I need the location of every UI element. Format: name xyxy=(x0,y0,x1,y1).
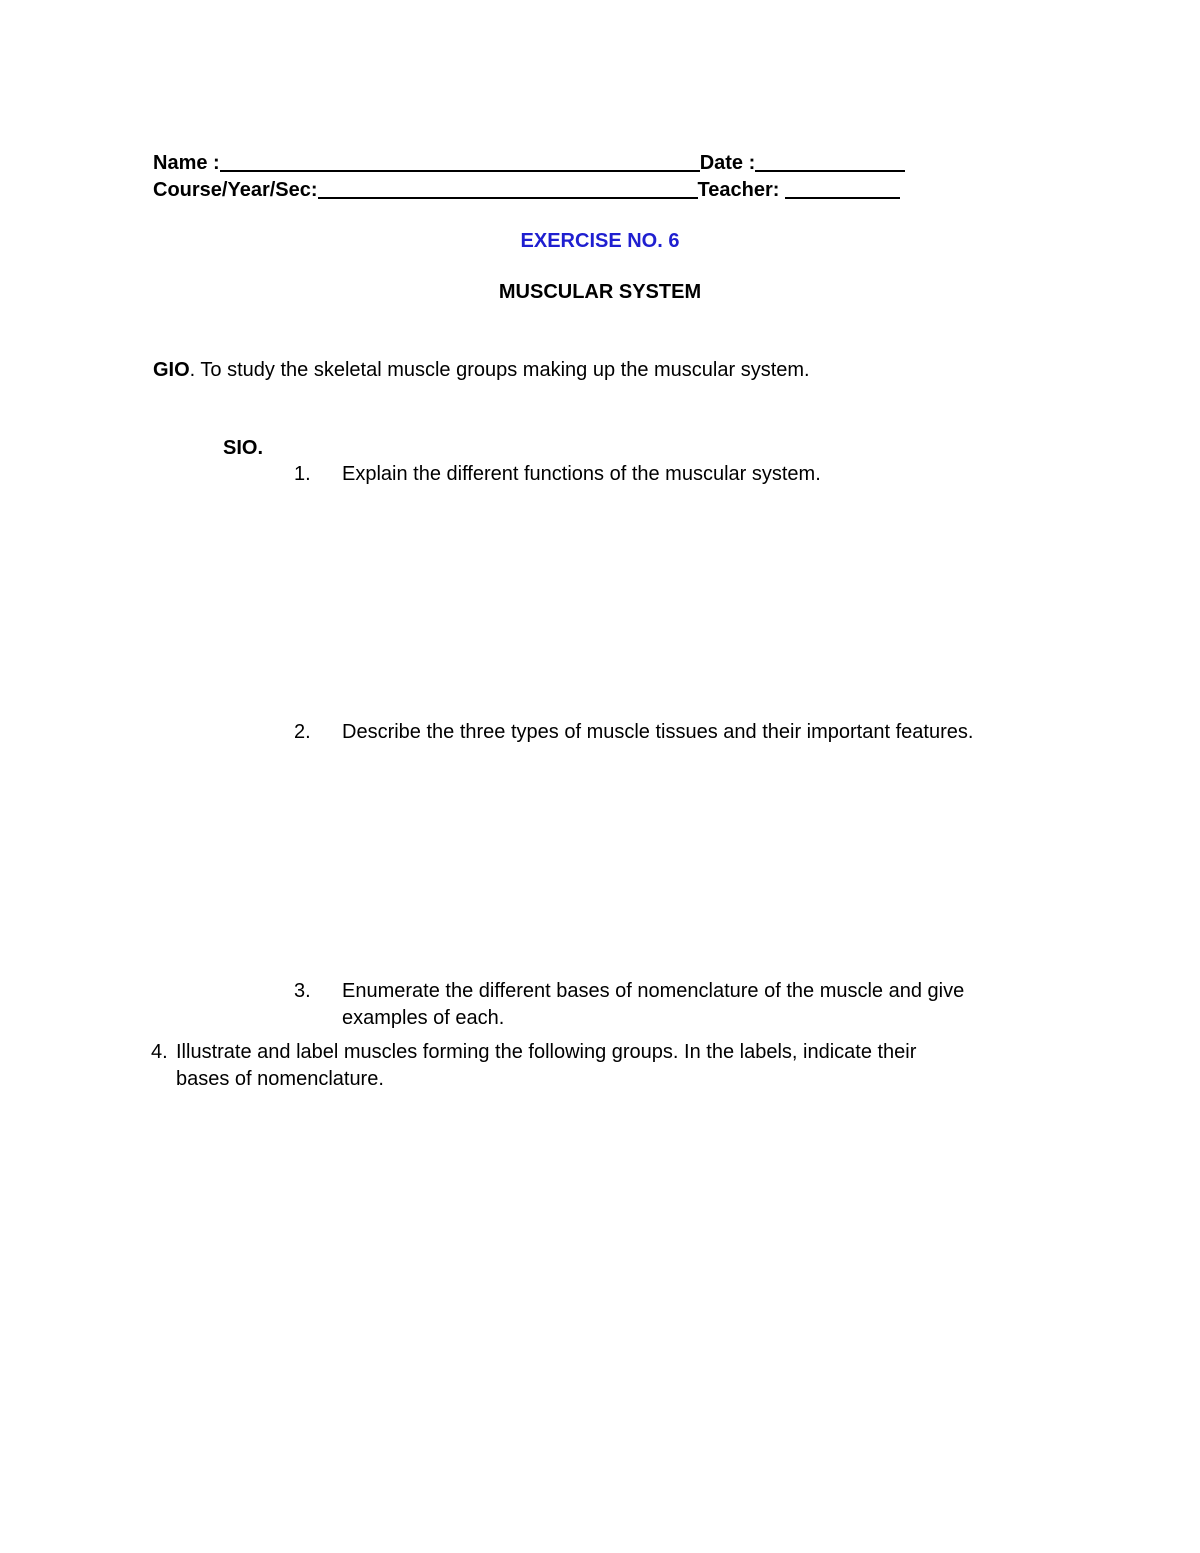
list-item-number: 4. xyxy=(151,1041,168,1063)
name-date-row xyxy=(153,150,905,176)
gio-text: . To study the skeletal muscle groups making up the muscular system. xyxy=(189,359,810,381)
course-teacher-row xyxy=(153,177,900,203)
list-item-text: Explain the different functions of the muscular system. xyxy=(342,463,821,485)
list-item-number: 2. xyxy=(294,721,311,743)
sio-label: SIO. xyxy=(223,437,264,459)
list-item-text: Illustrate and label muscles forming the following groups. In the labels, indicate their bases of nomenclature. xyxy=(176,1041,917,1090)
gio-label: GIO xyxy=(153,359,190,381)
name-label: Name : xyxy=(153,152,220,174)
exercise-title: EXERCISE NO. 6 xyxy=(520,230,680,252)
list-item-text: Enumerate the different bases of nomenclature of the muscle and give examples of each. xyxy=(342,980,965,1029)
gio-paragraph xyxy=(153,357,810,383)
subject-title: MUSCULAR SYSTEM xyxy=(498,281,702,303)
date-label: Date : xyxy=(699,152,756,174)
list-item-number: 3. xyxy=(294,980,311,1002)
teacher-blank[interactable] xyxy=(785,177,900,199)
list-item-number: 1. xyxy=(294,463,311,485)
teacher-label: Teacher: xyxy=(697,179,780,201)
date-blank[interactable] xyxy=(755,150,905,172)
course-label: Course/Year/Sec: xyxy=(153,179,318,201)
name-blank[interactable] xyxy=(220,150,700,172)
list-item-text: Describe the three types of muscle tissues and their important features. xyxy=(342,721,974,743)
course-blank[interactable] xyxy=(318,177,698,199)
